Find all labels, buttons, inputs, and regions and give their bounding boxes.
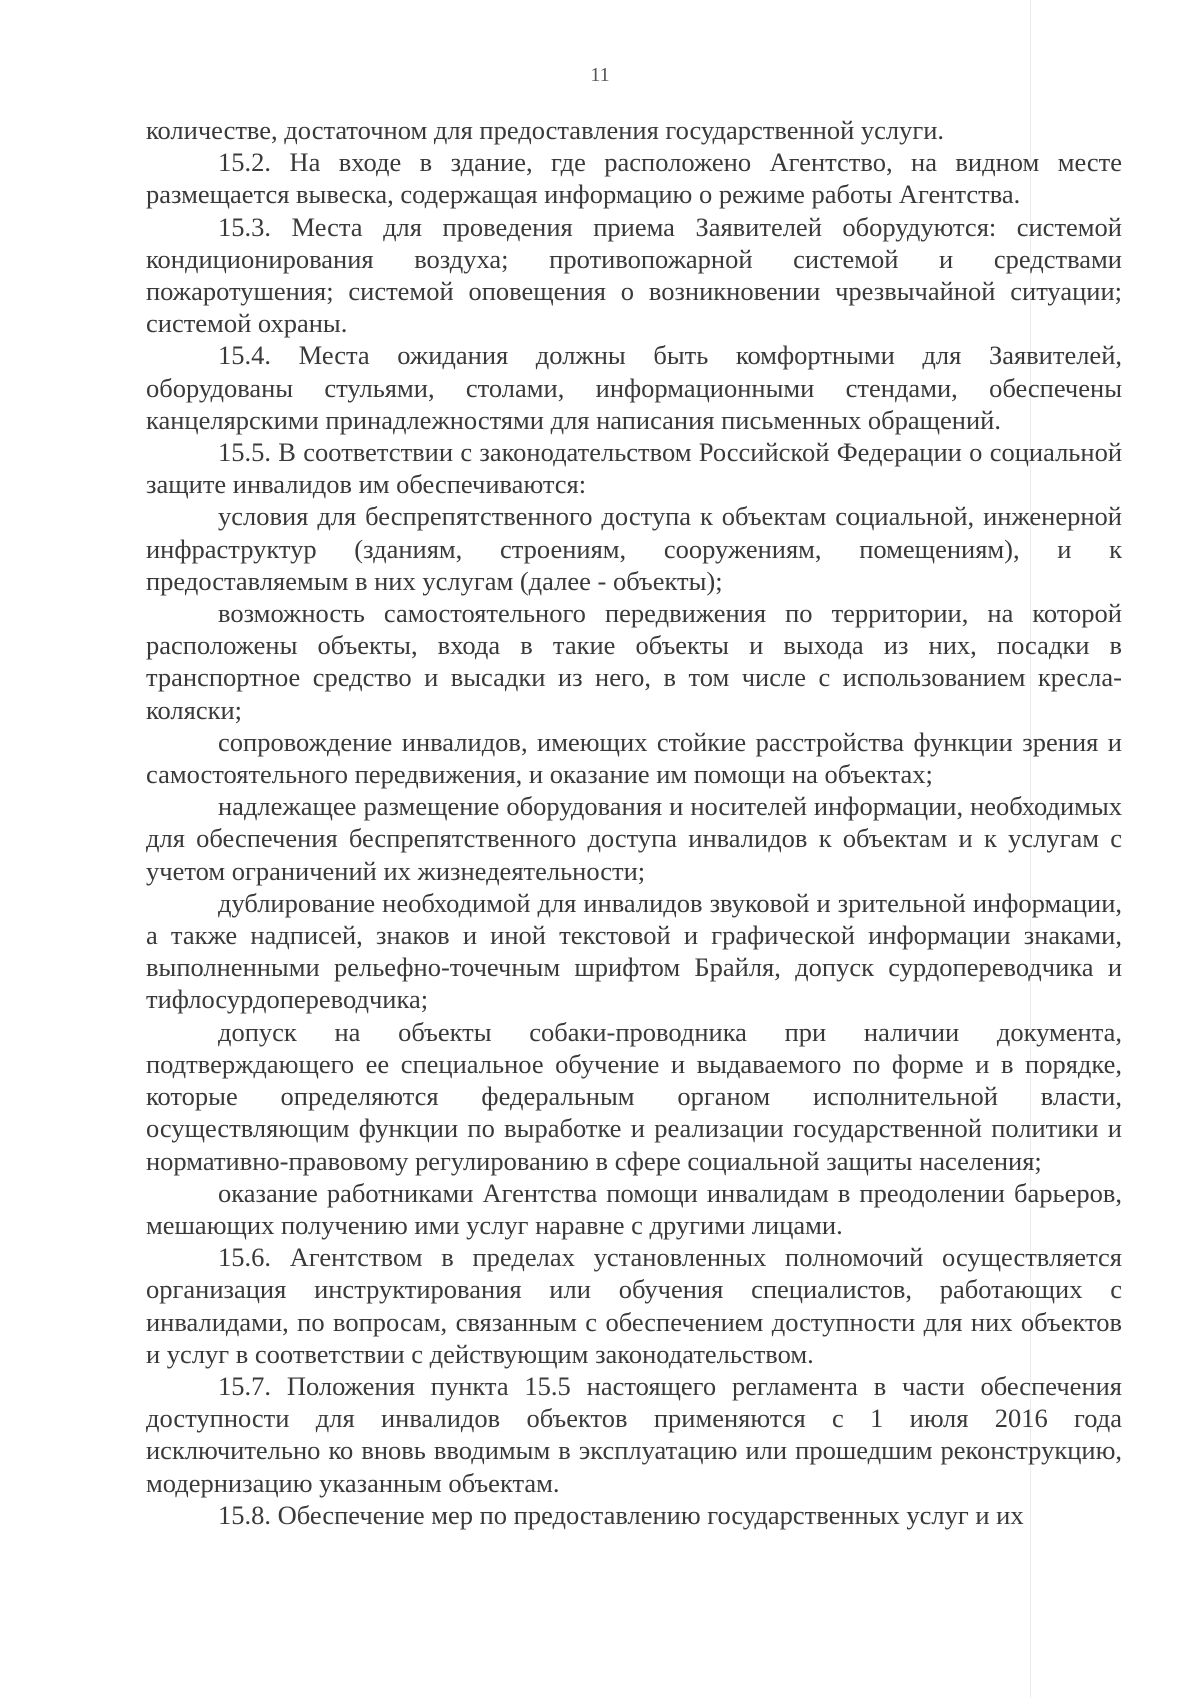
paragraph-15-5: 15.5. В соответствии с законодательством Российской Федерации о социальной защите инвалидов им обеспечиваются: <box>146 437 1122 500</box>
list-item-staff-assistance: оказание работниками Агентства помощи инвалидам в преодолении барьеров, мешающих получению ими услуг наравне с другими лицами. <box>146 1177 1122 1240</box>
paragraph-continuation: количестве, достаточном для предоставления государственной услуги. <box>146 115 945 145</box>
document-body <box>146 114 1122 1531</box>
paragraph-15-8: 15.8. Обеспечение мер по предоставлению государственных услуг и их <box>218 1499 1024 1530</box>
list-item-guide-dog: допуск на объекты собаки-проводника при наличии документа, подтверждающего ее специальное обучение и выдаваемого по форме и в порядке, которые определяются федеральным органом исполнительной власти, осуществляющим функции по выработке и реализации государственной политики и нормативно-правовому регулированию в сфере социальной защиты населения; <box>146 1016 1122 1176</box>
list-item-equipment-placement: надлежащее размещение оборудования и носителей информации, необходимых для обеспечения беспрепятственного доступа инвалидов к объектам и к услугам с учетом ограничений их жизнедеятельности; <box>146 791 1122 886</box>
paragraph-15-4: 15.4. Места ожидания должны быть комфортными для Заявителей, оборудованы стульями, столами, информационными стендами, обеспечены канцелярскими принадлежностями для написания письменных обращений. <box>146 340 1122 435</box>
page-number: 11 <box>590 64 610 86</box>
list-item-movement: возможность самостоятельного передвижения по территории, на которой расположены объекты, входа в такие объекты и выхода из них, посадки в транспортное средство и высадки из него, в том числе с использованием кресла-коляски; <box>146 598 1122 725</box>
paragraph-15-6: 15.6. Агентством в пределах установленных полномочий осуществляется организация инструктирования или обучения специалистов, работающих с инвалидами, по вопросам, связанным с обеспечением доступности для них объектов и услуг в соответствии с действующим законодательством. <box>146 1242 1122 1369</box>
paragraph-15-2: 15.2. На входе в здание, где расположено Агентство, на видном месте размещается вывеска, содержащая информацию о режиме работы Агентства. <box>146 147 1122 210</box>
paragraph-15-3: 15.3. Места для проведения приема Заявителей оборудуются: системой кондиционирования воздуха; противопожарной системой и средствами пожаротушения; системой оповещения о возникновении чрезвычайной ситуации; системой охраны. <box>146 211 1122 339</box>
paragraph-15-7: 15.7. Положения пункта 15.5 настоящего регламента в части обеспечения доступности для инвалидов объектов применяются с 1 июля 2016 года исключительно ко вновь вводимым в эксплуатацию или прошедшим реконструкцию, модернизацию указанным объектам. <box>146 1370 1122 1498</box>
list-item-access-conditions: условия для беспрепятственного доступа к объектам социальной, инженерной инфраструктур (зданиям, строениям, сооружениям, помещениям), и к предоставляемым в них услугам (далее - объекты); <box>146 501 1122 596</box>
list-item-duplication: дублирование необходимой для инвалидов звуковой и зрительной информации, а также надписей, знаков и иной текстовой и графической информации знаками, выполненными рельефно-точечным шрифтом Брайля, допуск сурдопереводчика и тифлосурдопереводчика; <box>146 887 1122 1015</box>
list-item-escort: сопровождение инвалидов, имеющих стойкие расстройства функции зрения и самостоятельного передвижения, и оказание им помощи на объектах; <box>146 726 1122 790</box>
